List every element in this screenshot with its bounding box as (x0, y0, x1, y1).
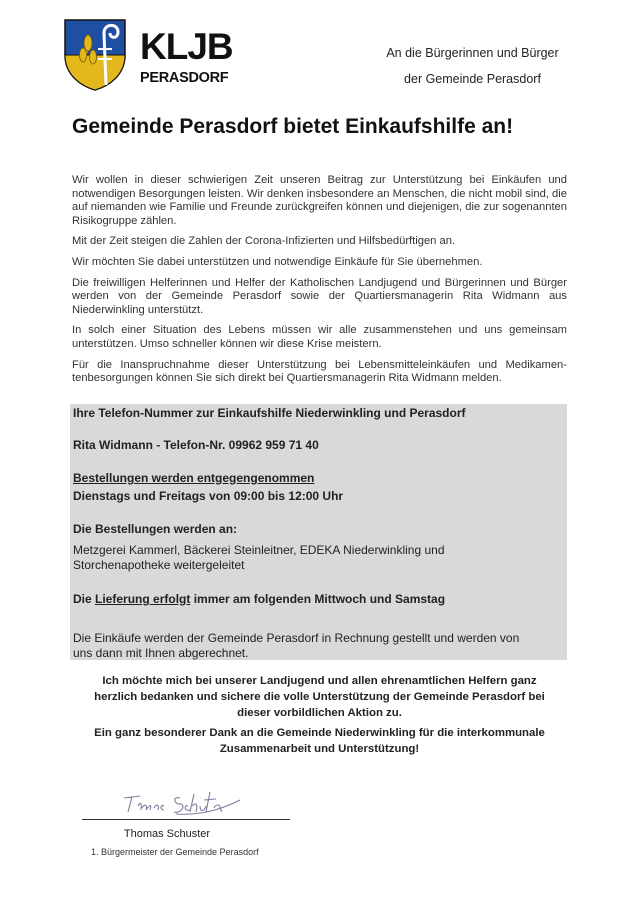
paragraph: Mit der Zeit steigen die Zahlen der Corona-Infizierten und Hilfsbedürftigen an. (72, 235, 456, 248)
paragraph: Für die Inanspruchnahme dieser Unterstützung bei Lebensmitteleinkäufen und Medikamen-tenbesorgungen können Sie sich direkt bei Quartiersmanagerin Rita Widmann melden. (72, 358, 567, 385)
billing-line: uns dann mit Ihnen abgerechnet. (73, 646, 249, 660)
info-box (70, 404, 567, 660)
page-title: Gemeinde Perasdorf bietet Einkaufshilfe an! (72, 115, 514, 138)
signer-name: Thomas Schuster (123, 828, 211, 840)
forward-line: Storchenapotheke weitergeleitet (73, 558, 245, 572)
order-times: Dienstags und Freitags von 09:00 bis 12:00 Uhr (73, 489, 344, 503)
orders-heading: Bestellungen werden entgegengenommen (73, 471, 315, 485)
address-line-2: der Gemeinde Perasdorf (404, 72, 541, 86)
thanks-line: Ein ganz besonderer Dank an die Gemeinde Niederwinkling für die interkommunale (94, 727, 545, 739)
forward-line: Metzgerei Kammerl, Bäckerei Steinleitner, EDEKA Niederwinkling und (73, 543, 445, 557)
kljb-logo (140, 26, 233, 90)
paragraph: In solch einer Situation des Lebens müssen wir alle zusammenstehen und uns gemeinsam unterstützen. Umso schneller können wir diese Krise meistern. (72, 324, 567, 350)
kljb-logo-subtitle: PERASDORF (140, 70, 229, 86)
paragraph: Wir wollen in dieser schwierigen Zeit unseren Beitrag zur Unterstützung bei Einkäufen und notwendigen Besorgungen leisten. Wir denken insbesondere an Menschen, die nicht mobil sind, die auf niemanden wie Familie und Freunde zurückgreifen können und diejenigen, die zur sogenannten Risikogruppe zählen. (72, 174, 567, 227)
special-thanks (72, 726, 567, 758)
handwritten-signature (116, 786, 246, 820)
thanks-line: dieser vorbildlichen Aktion zu. (237, 706, 402, 719)
paragraph: Die freiwilligen Helferinnen und Helfer der Katholischen Landjugend und Bürgerinnen und Bürger werden von der Gemeinde Perasdorf sowie der Quartiersmanagerin Rita Widmann aus Niederwinkling unterstützt. (72, 276, 567, 316)
thanks-line: herzlich bedanken und sichere die volle Unterstützung der Gemeinde Perasdorf bei (94, 690, 545, 703)
address-block (360, 40, 585, 92)
thanks-paragraph (72, 674, 567, 721)
signer-role: 1. Bürgermeister der Gemeinde Perasdorf (91, 847, 259, 857)
kljb-logo-letters: KLJB (140, 26, 233, 67)
billing-line: Die Einkäufe werden der Gemeinde Perasdorf in Rechnung gestellt und werden von (73, 631, 520, 645)
signature-line (82, 819, 290, 820)
delivery-prefix: Die (73, 592, 96, 606)
thanks-line: Zusammenarbeit und Unterstützung! (219, 742, 420, 755)
delivery-line (73, 592, 445, 606)
phone-heading: Ihre Telefon-Nummer zur Einkaufshilfe Niederwinkling und Perasdorf (73, 406, 466, 420)
thanks-line: Ich möchte mich bei unserer Landjugend und allen ehrenamtlichen Helfern ganz (102, 675, 537, 687)
forward-heading: Die Bestellungen werden an: (73, 522, 238, 536)
address-line-1: An die Bürgerinnen und Bürger (386, 46, 559, 60)
delivery-emphasis: Lieferung erfolgt (95, 592, 191, 606)
coat-of-arms-icon (64, 19, 126, 91)
body-text (72, 174, 567, 393)
delivery-suffix: immer am folgenden Mittwoch und Samstag (190, 592, 446, 606)
paragraph: Wir möchten Sie dabei unterstützen und notwendige Einkäufe für Sie übernehmen. (72, 255, 483, 268)
contact-phone: Rita Widmann - Telefon-Nr. 09962 959 71 40 (73, 438, 319, 452)
